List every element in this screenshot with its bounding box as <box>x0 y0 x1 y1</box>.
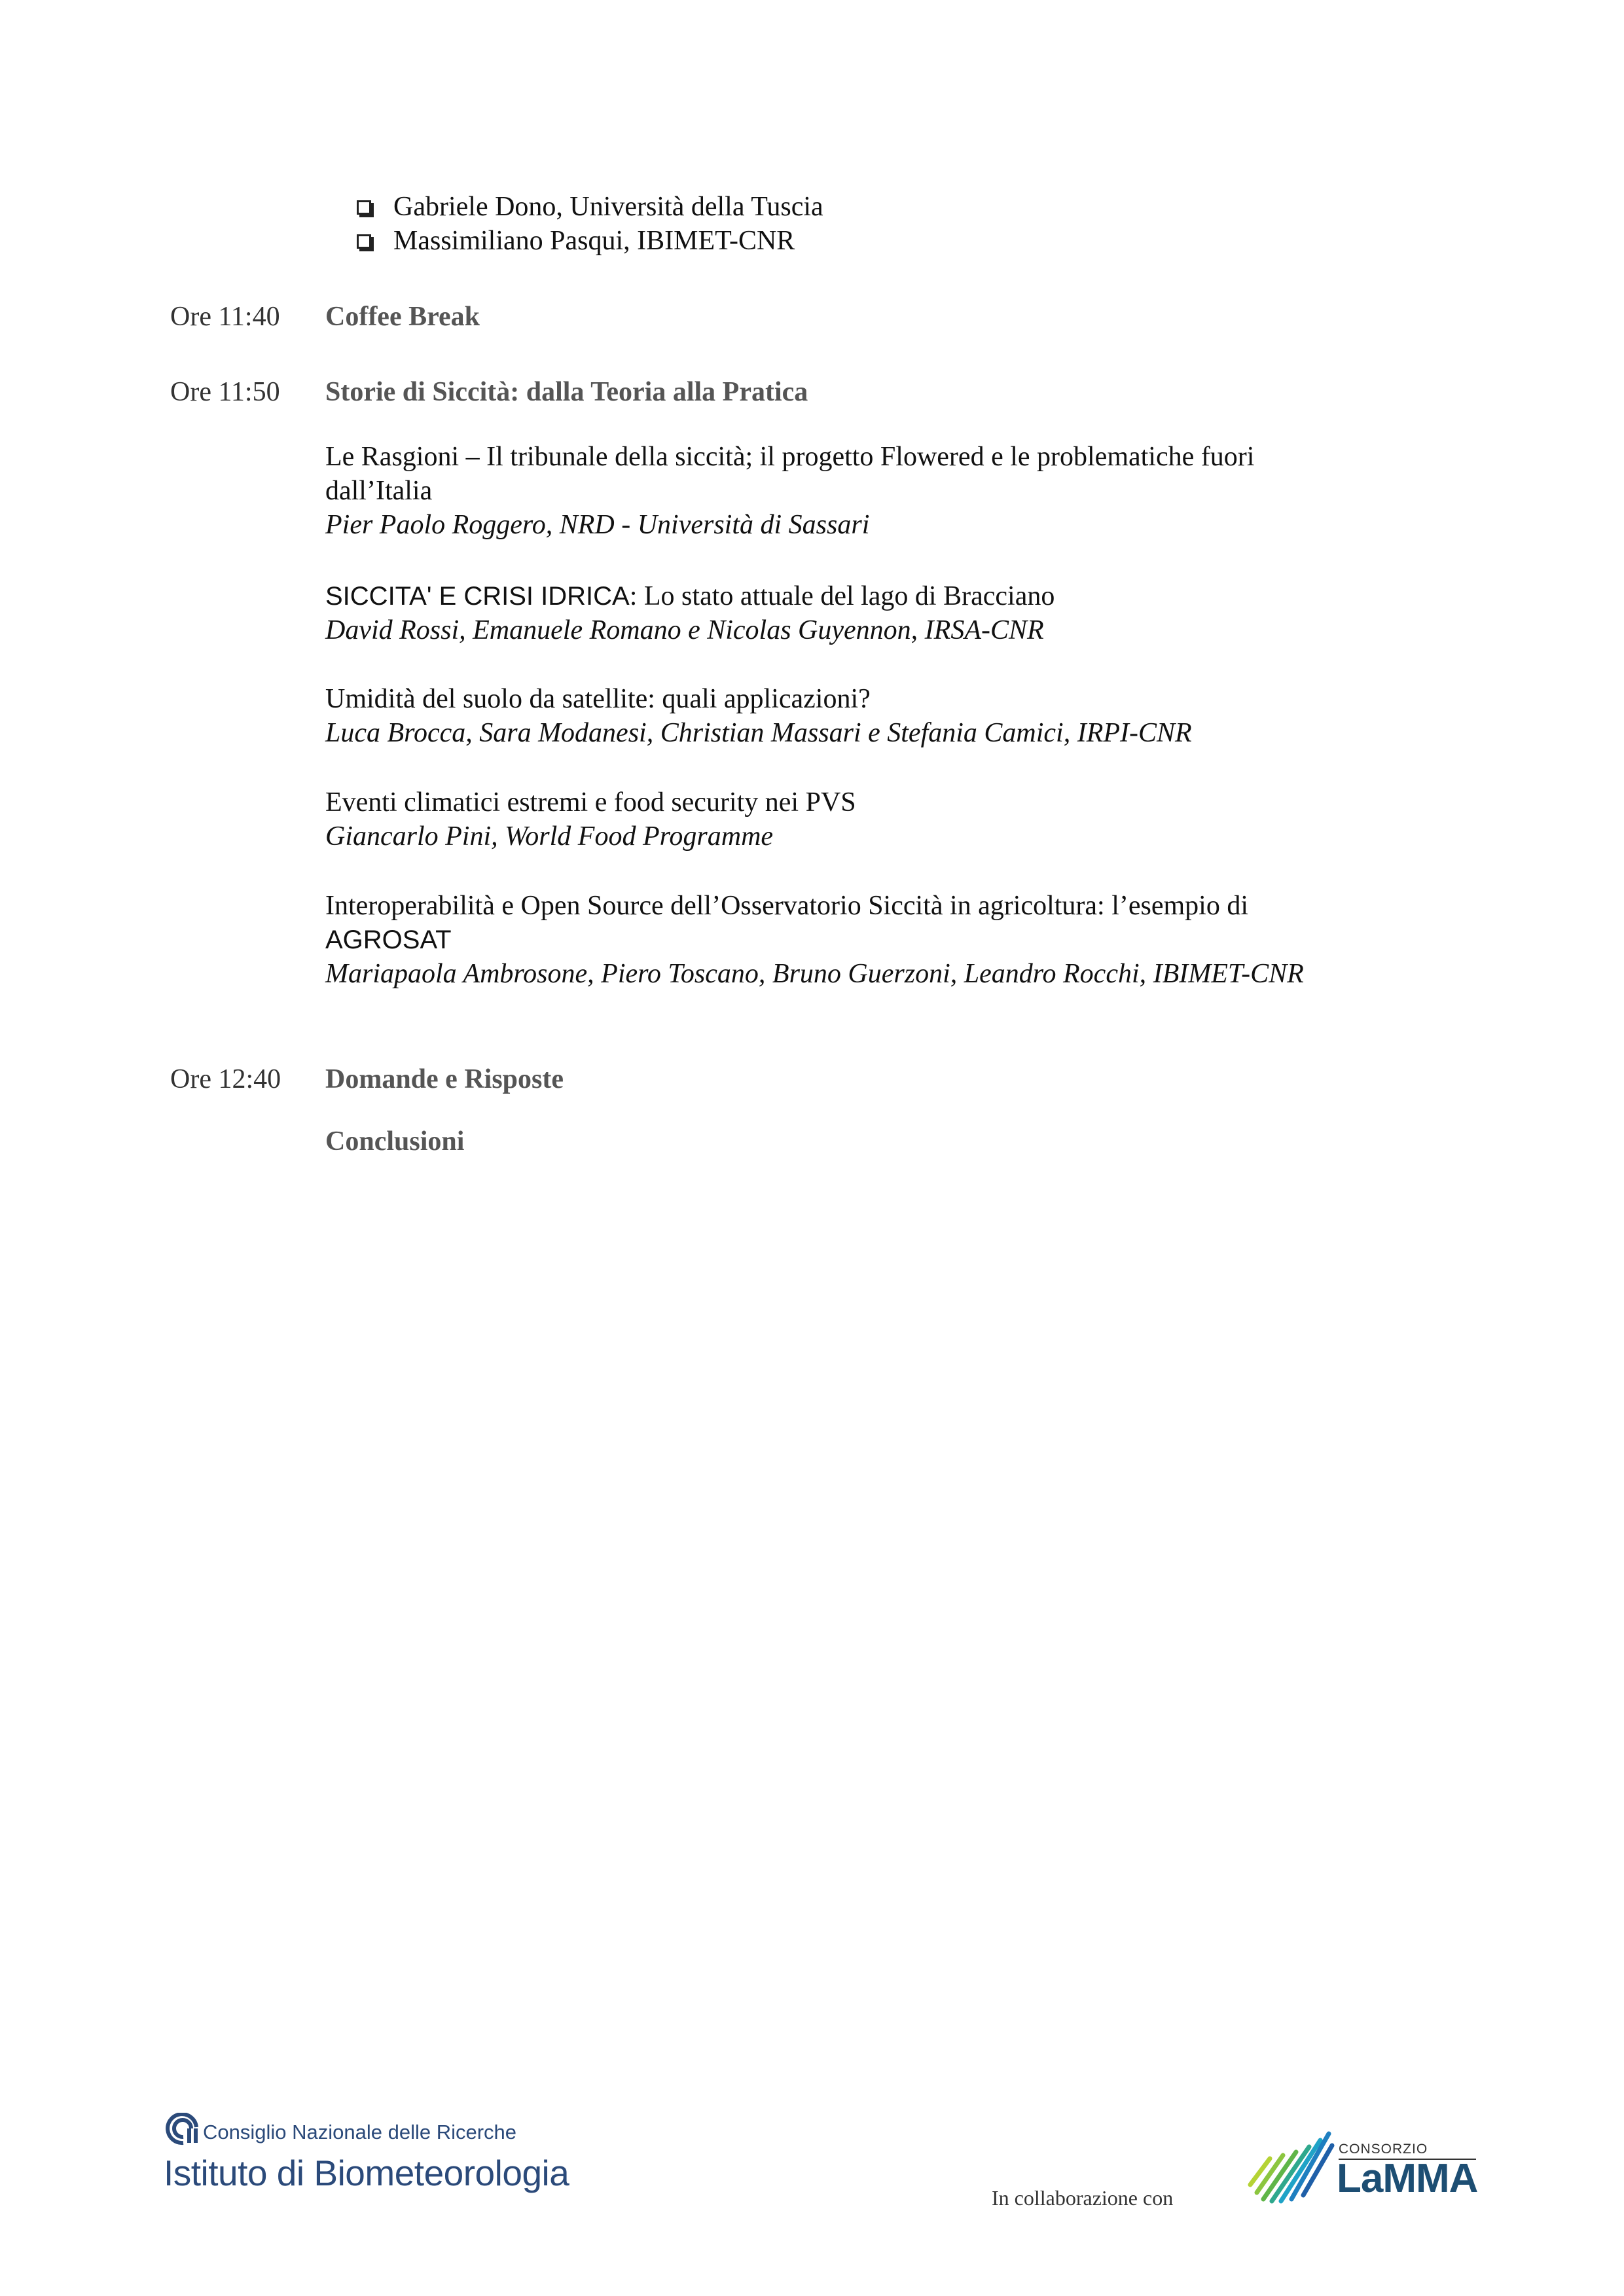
talk-item <box>325 682 1438 750</box>
talk-title <box>325 579 1438 613</box>
talk-title-cont: dall’Italia <box>325 476 433 506</box>
talk-item <box>325 440 1438 542</box>
talk-authors: Giancarlo Pini, World Food Programme <box>325 821 774 852</box>
speaker-bullet-list <box>357 190 823 258</box>
coffee-time: Ore 11:40 <box>170 302 280 332</box>
talk-item <box>325 889 1438 991</box>
checkbox-bullet-icon <box>357 234 371 249</box>
bullet-text: Gabriele Dono, Università della Tuscia <box>393 192 823 222</box>
qa-heading: Domande e Risposte <box>325 1064 564 1094</box>
bullet-item <box>357 190 823 224</box>
checkbox-bullet-icon <box>357 200 371 215</box>
institute-name: Istituto di Biometeorologia <box>164 2153 569 2193</box>
talk-item <box>325 785 1438 853</box>
talk-authors: David Rossi, Emanuele Romano e Nicolas Guyennon, IRSA-CNR <box>325 615 1044 645</box>
talk-title-rest: : Lo stato attuale del lago di Bracciano <box>629 581 1055 611</box>
stories-heading: Storie di Siccità: dalla Teoria alla Pratica <box>325 377 808 407</box>
talk-authors: Mariapaola Ambrosone, Piero Toscano, Bruno Guerzoni, Leandro Rocchi, IBIMET-CNR <box>325 959 1304 989</box>
talk-title: Le Rasgioni – Il tribunale della siccità; il progetto Flowered e le problematiche fuori <box>325 442 1255 472</box>
collaboration-label: In collaborazione con <box>992 2186 1174 2210</box>
bullet-item <box>357 224 823 258</box>
talk-title-cont: AGROSAT <box>325 925 452 954</box>
coffee-heading: Coffee Break <box>325 302 480 332</box>
conclusions-heading: Conclusioni <box>325 1126 465 1157</box>
bullet-text: Massimiliano Pasqui, IBIMET-CNR <box>393 226 795 256</box>
cnr-logo-icon <box>164 2113 203 2147</box>
talk-title: Interoperabilità e Open Source dell’Osservatorio Siccità in agricoltura: l’esempio di <box>325 891 1249 921</box>
cnr-name: Consiglio Nazionale delle Ricerche <box>203 2121 517 2144</box>
talk-title-caps: SICCITA' E CRISI IDRICA <box>325 582 630 611</box>
talk-item <box>325 579 1438 647</box>
lamma-name: LaMMA <box>1337 2156 1478 2201</box>
lamma-consorzio-label: CONSORZIO <box>1339 2142 1428 2157</box>
stories-time: Ore 11:50 <box>170 377 280 407</box>
talk-title: Eventi climatici estremi e food security nei PVS <box>325 787 856 817</box>
talk-authors: Pier Paolo Roggero, NRD - Università di Sassari <box>325 510 870 540</box>
talk-authors: Luca Brocca, Sara Modanesi, Christian Massari e Stefania Camici, IRPI-CNR <box>325 718 1192 748</box>
lamma-logo-icon <box>1247 2119 1335 2204</box>
talk-title: Umidità del suolo da satellite: quali applicazioni? <box>325 684 871 714</box>
qa-time: Ore 12:40 <box>170 1064 281 1094</box>
